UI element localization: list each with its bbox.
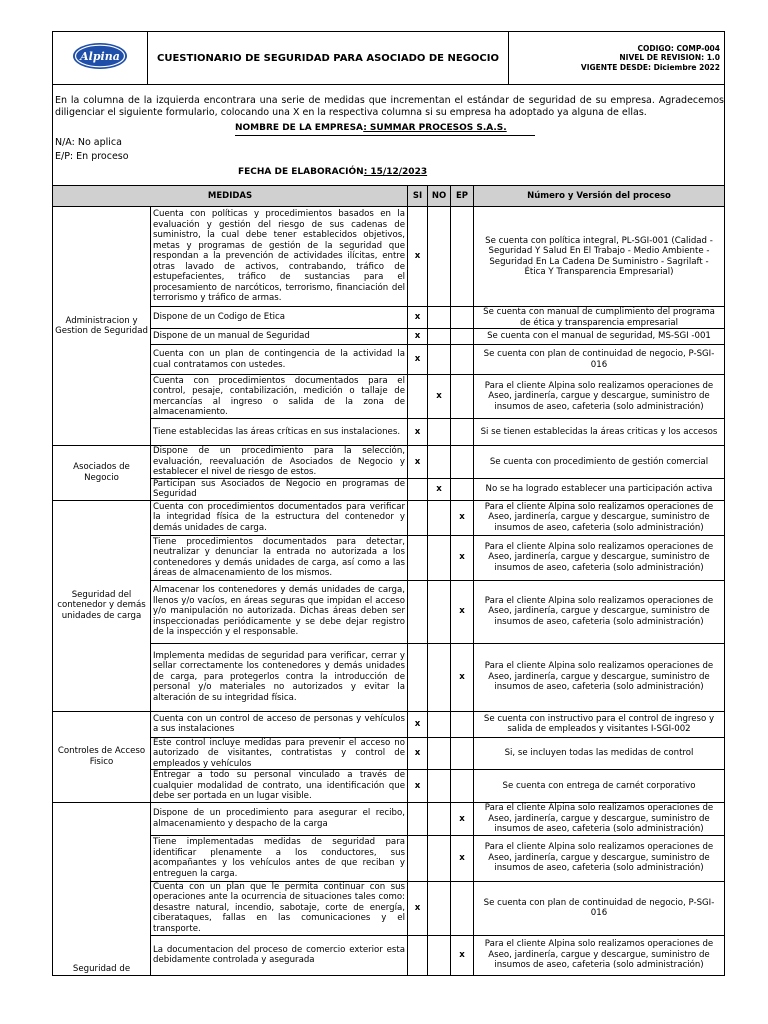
no-mark bbox=[428, 345, 451, 375]
category-asoc: Asociados de Negocio bbox=[53, 446, 151, 501]
no-mark bbox=[428, 711, 451, 737]
measure-text: Tiene procedimientos documentados para detectar, neutralizar y denunciar la entrada no autorizada a los contenedores y demás unidades de carga, así como a las áreas de almacenamiento de los mismos. bbox=[151, 535, 408, 580]
measure-text: Tiene implementadas medidas de seguridad para identificar plenamente a los conductores, sus acompañantes y los vehículos antes de que reciban y entreguen la carga. bbox=[151, 835, 408, 881]
si-mark bbox=[408, 375, 428, 419]
measure-text: Cuenta con un plan que le permita continuar con sus operaciones ante la ocurrencia de situaciones tales como: desastre natural, incendio, sabotaje, corte de energía, ciberataques, fallas en las comunicaciones y el transporte. bbox=[151, 881, 408, 935]
no-mark bbox=[428, 803, 451, 836]
measure-text: Cuenta con procedimientos documentados para el control, pesaje, contabilización, medición o tallaje de mercancías al ingreso o salida de la zona de almacenamiento. bbox=[151, 375, 408, 419]
table-row bbox=[53, 770, 725, 803]
process-text: No se ha logrado establecer una participación activa bbox=[474, 478, 725, 500]
measure-text: Dispone de un manual de Seguridad bbox=[151, 329, 408, 345]
measure-text: Cuenta con un plan de contingencia de la actividad la cual contratamos con ustedes. bbox=[151, 345, 408, 375]
si-mark bbox=[408, 803, 428, 836]
no-mark bbox=[428, 580, 451, 643]
si-mark: x bbox=[408, 737, 428, 770]
document-codes bbox=[509, 32, 725, 85]
si-mark bbox=[408, 478, 428, 500]
measure-text: Implementa medidas de seguridad para verificar, cerrar y sellar correctamente los contenedores y demás unidades de carga, para protegerlos contra la introducción de personal y/o materiales no autorizados y evitar la alteración de su integridad física. bbox=[151, 643, 408, 711]
process-text: Para el cliente Alpina solo realizamos operaciones de Aseo, jardinería, cargue y descargue, suministro de insumos de aseo, cafeteria (solo administración) bbox=[474, 935, 725, 975]
process-text: Se cuenta con plan de continuidad de negocio, P-SGI-016 bbox=[474, 345, 725, 375]
company-label: NOMBRE DE LA EMPRESA bbox=[235, 123, 364, 133]
table-row bbox=[53, 803, 725, 836]
ep-mark bbox=[451, 329, 474, 345]
si-mark: x bbox=[408, 711, 428, 737]
no-mark bbox=[428, 935, 451, 975]
process-text: Para el cliente Alpina solo realizamos operaciones de Aseo, jardinería, cargue y descargue, suministro de insumos de aseo, cafeteria (solo administración) bbox=[474, 803, 725, 836]
no-mark bbox=[428, 329, 451, 345]
no-mark bbox=[428, 446, 451, 479]
measure-text: Este control incluye medidas para prevenir el acceso no autorizado de visitantes, contratistas y control de empleados y vehículos bbox=[151, 737, 408, 770]
ep-mark bbox=[451, 711, 474, 737]
no-mark bbox=[428, 881, 451, 935]
ep-mark bbox=[451, 770, 474, 803]
process-text: Para el cliente Alpina solo realizamos operaciones de Aseo, jardinería, cargue y descargue, suministro de insumos de aseo, cafeteria (solo administración) bbox=[474, 643, 725, 711]
ep-mark bbox=[451, 345, 474, 375]
measure-text: Cuenta con un control de acceso de personas y vehículos a sus instalaciones bbox=[151, 711, 408, 737]
process-text: Para el cliente Alpina solo realizamos operaciones de Aseo, jardinería, cargue y descargue, suministro de insumos de aseo, cafeteria (solo administración) bbox=[474, 535, 725, 580]
si-mark: x bbox=[408, 770, 428, 803]
measure-text: Participan sus Asociados de Negocio en programas de Seguridad bbox=[151, 478, 408, 500]
document-title: CUESTIONARIO DE SEGURIDAD PARA ASOCIADO DE NEGOCIO bbox=[148, 32, 509, 85]
measure-text: Cuenta con políticas y procedimientos basados en la evaluación y gestión del riesgo de sus cadenas de suministro, la cual debe tener establecidos objetivos, metas y programas de gestión de la seguridad que respondan a la prevención de actividades ilícitas, entre otras lavado de activos, contrabando, tráfico de estupefacientes, tráfico de sustancias para el procesamiento de narcóticos, terrorismo, financiación del terrorismo y tráfico de armas. bbox=[151, 207, 408, 307]
process-text: Se cuenta con plan de continuidad de negocio, P-SGI-016 bbox=[474, 881, 725, 935]
si-mark: x bbox=[408, 881, 428, 935]
col-proceso: Número y Versión del proceso bbox=[474, 186, 725, 207]
process-text: Se cuenta con el manual de seguridad, MS-SGI -001 bbox=[474, 329, 725, 345]
alpina-logo-icon bbox=[71, 41, 129, 71]
process-text: Para el cliente Alpina solo realizamos operaciones de Aseo, jardinería, cargue y descargue, suministro de insumos de aseo, cafeteria (solo administración) bbox=[474, 500, 725, 535]
table-row bbox=[53, 737, 725, 770]
table-row bbox=[53, 881, 725, 935]
table-row bbox=[53, 500, 725, 535]
col-medidas: MEDIDAS bbox=[53, 186, 408, 207]
measure-text: Almacenar los contenedores y demás unidades de carga, llenos y/o vacíos, en áreas seguras que impidan el acceso y/o manipulación no autorizada. Dichas áreas deben ser inspeccionadas periódicamente y se debe dejar registro de la inspección y el responsable. bbox=[151, 580, 408, 643]
process-text: Se cuenta con procedimiento de gestión comercial bbox=[474, 446, 725, 479]
table-row bbox=[53, 643, 725, 711]
measure-text: Dispone de un procedimiento para la selección, evaluación, reevaluación de Asociados de Negocio y establecer el nivel de riesgo de estos. bbox=[151, 446, 408, 479]
no-mark bbox=[428, 643, 451, 711]
table-row bbox=[53, 345, 725, 375]
legend-na: N/A: No aplica bbox=[55, 137, 122, 148]
col-no: NO bbox=[428, 186, 451, 207]
elaboration-date bbox=[238, 166, 427, 178]
table-row bbox=[53, 711, 725, 737]
company-name bbox=[235, 122, 535, 136]
no-mark bbox=[428, 419, 451, 446]
col-ep: EP bbox=[451, 186, 474, 207]
process-text: Para el cliente Alpina solo realizamos operaciones de Aseo, jardinería, cargue y descargue, suministro de insumos de aseo, cafeteria (solo administración) bbox=[474, 835, 725, 881]
si-mark: x bbox=[408, 345, 428, 375]
ep-mark bbox=[451, 881, 474, 935]
logo-cell bbox=[53, 32, 148, 85]
ep-mark: x bbox=[451, 835, 474, 881]
no-mark: x bbox=[428, 478, 451, 500]
date-value: : 15/12/2023 bbox=[363, 167, 428, 177]
si-mark bbox=[408, 535, 428, 580]
revision-level: NIVEL DE REVISION: 1.0 bbox=[619, 53, 720, 63]
category-cont: Seguridad del contenedor y demás unidades de carga bbox=[53, 500, 151, 711]
table-row bbox=[53, 375, 725, 419]
document-code: CODIGO: COMP-004 bbox=[637, 43, 720, 53]
no-mark bbox=[428, 770, 451, 803]
ep-mark bbox=[451, 419, 474, 446]
measure-text: Cuenta con procedimientos documentados para verificar la integridad física de la estructura del contenedor y demás unidades de carga. bbox=[151, 500, 408, 535]
si-mark: x bbox=[408, 446, 428, 479]
table-row bbox=[53, 935, 725, 975]
process-text: Se cuenta con política integral, PL-SGI-001 (Calidad - Seguridad Y Salud En El Trabajo - Medio Ambiente - Seguridad En La Cadena De Suministro - Sagrilaft - Ética Y Transparencia Empresarial) bbox=[474, 207, 725, 307]
table-row bbox=[53, 329, 725, 345]
no-mark bbox=[428, 307, 451, 329]
measures-table bbox=[52, 185, 725, 976]
table-row bbox=[53, 207, 725, 307]
ep-mark bbox=[451, 478, 474, 500]
process-text: Se cuenta con manual de cumplimiento del programa de ética y transparencia empresarial bbox=[474, 307, 725, 329]
si-mark: x bbox=[408, 329, 428, 345]
ep-mark bbox=[451, 737, 474, 770]
ep-mark bbox=[451, 375, 474, 419]
table-row bbox=[53, 835, 725, 881]
process-text: Para el cliente Alpina solo realizamos operaciones de Aseo, jardinería, cargue y descargue, suministro de insumos de aseo, cafeteria (solo administración) bbox=[474, 580, 725, 643]
no-mark bbox=[428, 535, 451, 580]
process-text: Si, se incluyen todas las medidas de control bbox=[474, 737, 725, 770]
ep-mark: x bbox=[451, 500, 474, 535]
no-mark bbox=[428, 207, 451, 307]
intro-section bbox=[52, 85, 725, 185]
measure-text: Dispone de un procedimiento para asegurar el recibo, almacenamiento y despacho de la carga bbox=[151, 803, 408, 836]
measure-text: Dispone de un Codigo de Etica bbox=[151, 307, 408, 329]
ep-mark: x bbox=[451, 535, 474, 580]
table-row bbox=[53, 446, 725, 479]
si-mark bbox=[408, 643, 428, 711]
si-mark bbox=[408, 935, 428, 975]
ep-mark: x bbox=[451, 935, 474, 975]
no-mark bbox=[428, 737, 451, 770]
process-text: Para el cliente Alpina solo realizamos operaciones de Aseo, jardinería, cargue y descargue, suministro de insumos de aseo, cafeteria (solo administración) bbox=[474, 375, 725, 419]
table-row bbox=[53, 580, 725, 643]
si-mark bbox=[408, 835, 428, 881]
measure-text: Entregar a todo su personal vinculado a través de cualquier modalidad de contrato, una identificación que debe ser portada en un lugar visible. bbox=[151, 770, 408, 803]
table-row bbox=[53, 307, 725, 329]
ep-mark: x bbox=[451, 580, 474, 643]
si-mark: x bbox=[408, 207, 428, 307]
ep-mark: x bbox=[451, 643, 474, 711]
measure-text: La documentacion del proceso de comercio exterior esta debidamente controlada y asegurada bbox=[151, 935, 408, 975]
ep-mark bbox=[451, 307, 474, 329]
category-admin: Administracion y Gestion de Seguridad bbox=[53, 207, 151, 446]
si-mark: x bbox=[408, 307, 428, 329]
si-mark bbox=[408, 580, 428, 643]
table-row bbox=[53, 419, 725, 446]
document-header bbox=[52, 31, 725, 85]
date-label: FECHA DE ELABORACIÓN bbox=[238, 167, 364, 177]
no-mark: x bbox=[428, 375, 451, 419]
process-text: Si se tienen establecidas la áreas criticas y los accesos bbox=[474, 419, 725, 446]
document-page bbox=[52, 31, 725, 976]
table-row bbox=[53, 478, 725, 500]
ep-mark bbox=[451, 207, 474, 307]
process-text: Se cuenta con entrega de carnét corporativo bbox=[474, 770, 725, 803]
svg-text:Alpina: Alpina bbox=[80, 50, 120, 63]
company-value: : SUMMAR PROCESOS S.A.S. bbox=[363, 123, 507, 133]
table-row bbox=[53, 535, 725, 580]
no-mark bbox=[428, 835, 451, 881]
valid-from: VIGENTE DESDE: Diciembre 2022 bbox=[580, 62, 720, 72]
table-header-row bbox=[53, 186, 725, 207]
legend-ep: E/P: En proceso bbox=[55, 151, 129, 162]
intro-text: En la columna de la izquierda encontrara una serie de medidas que incrementan el estándar de seguridad de su empresa. Agradecemos diligenciar el siguiente formulario, colocando una X en la respectiva columna si su empresa ha adoptado ya alguna de ellas. bbox=[55, 95, 724, 118]
col-si: SI bbox=[408, 186, 428, 207]
measure-text: Tiene establecidas las áreas críticas en sus instalaciones. bbox=[151, 419, 408, 446]
si-mark: x bbox=[408, 419, 428, 446]
no-mark bbox=[428, 500, 451, 535]
si-mark bbox=[408, 500, 428, 535]
ep-mark bbox=[451, 446, 474, 479]
category-last: Seguridad de bbox=[53, 803, 151, 976]
process-text: Se cuenta con instructivo para el control de ingreso y salida de empleados y visitantes I-SGI-002 bbox=[474, 711, 725, 737]
category-acceso: Controles de Acceso Fisico bbox=[53, 711, 151, 803]
ep-mark: x bbox=[451, 803, 474, 836]
